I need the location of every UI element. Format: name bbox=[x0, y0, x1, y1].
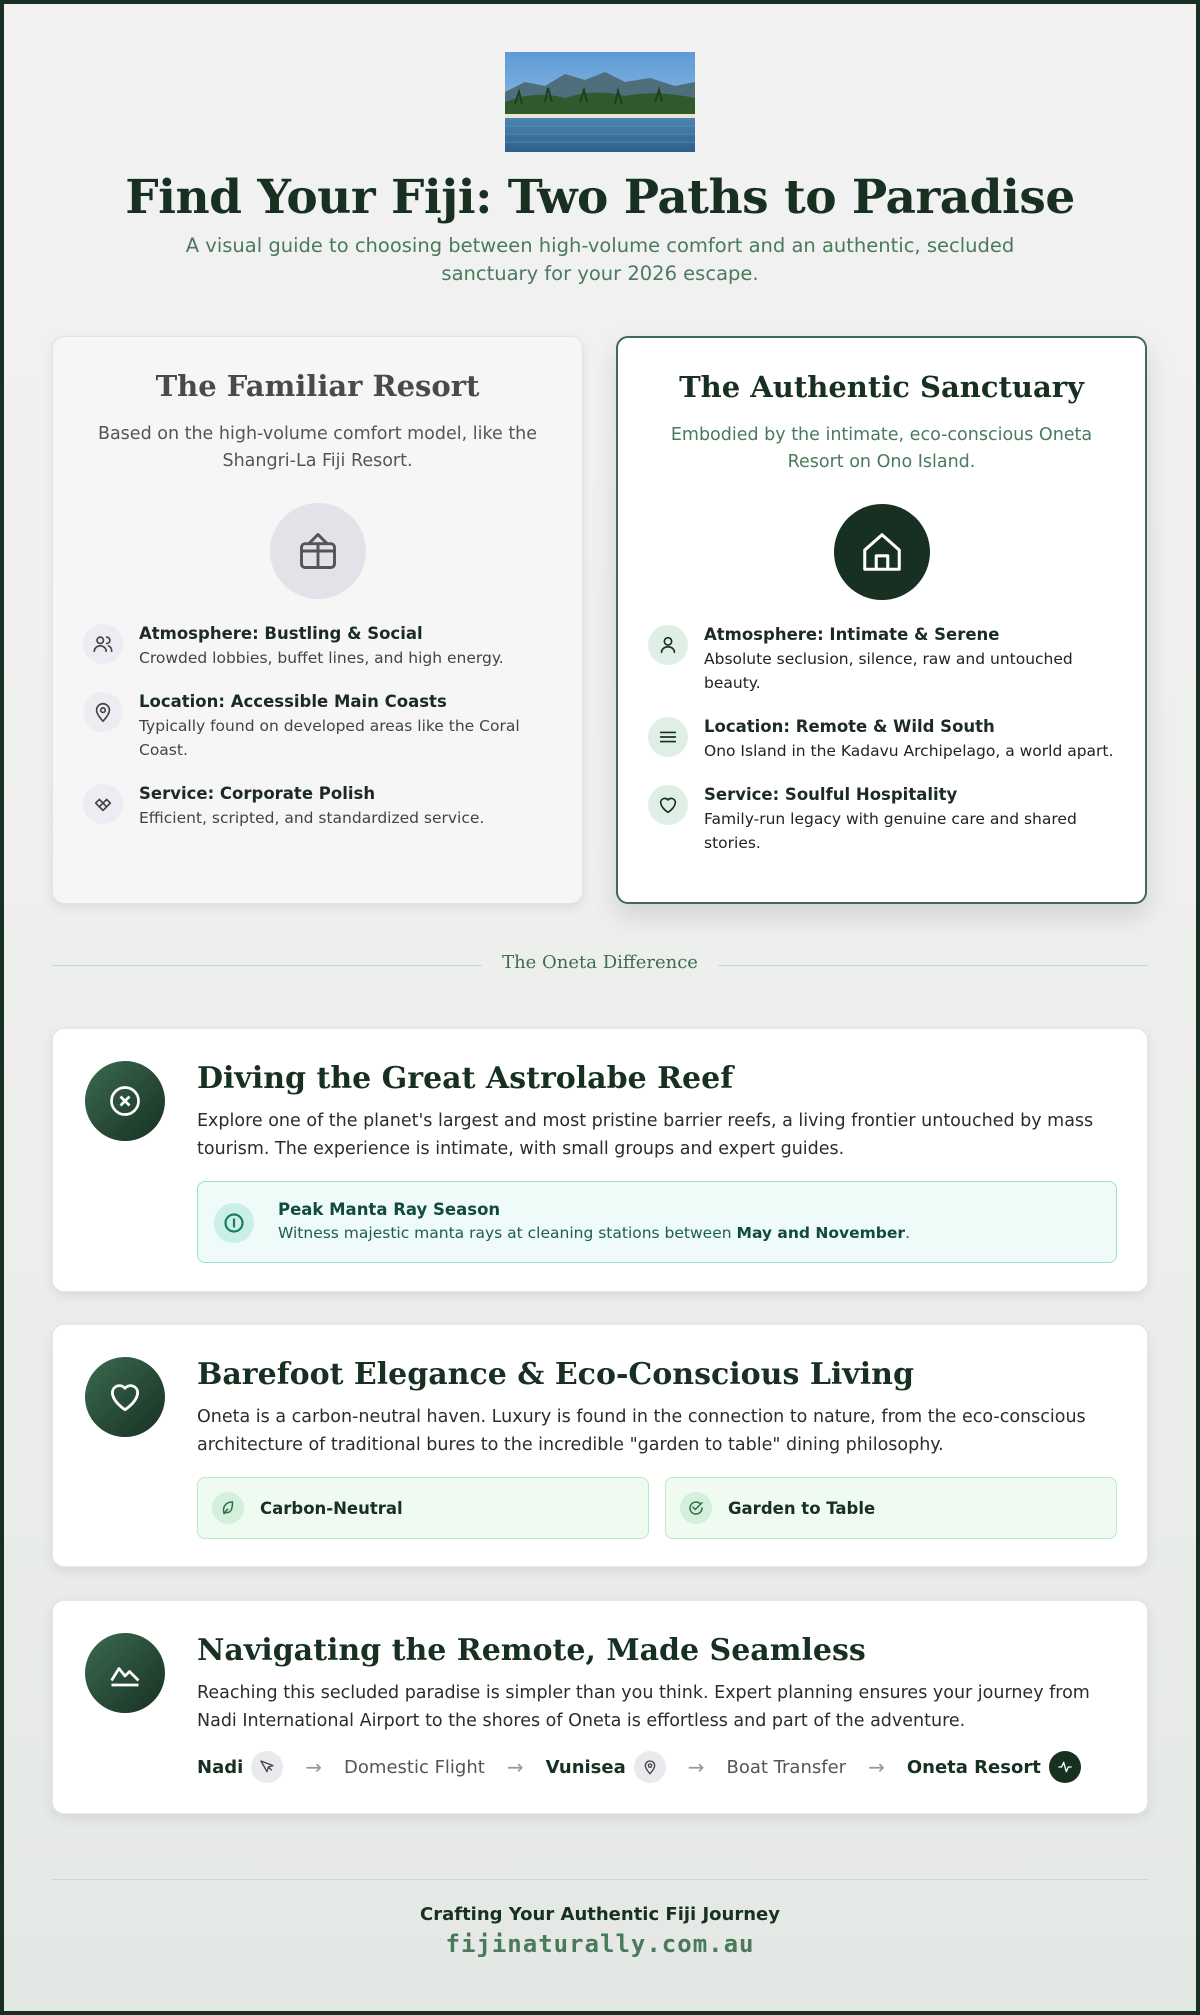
footer-title: Crafting Your Authentic Fiji Journey bbox=[420, 1904, 780, 1925]
callout-body-text: Witness majestic manta rays at cleaning stations between bbox=[278, 1224, 737, 1242]
page-subtitle: A visual guide to choosing between high-volume comfort and an authentic, secluded sanctuary for your 2026 escape. bbox=[185, 234, 1015, 285]
route-arrow: → bbox=[868, 1755, 885, 1779]
feature-item bbox=[83, 782, 553, 830]
eco-tags bbox=[197, 1477, 1117, 1539]
familiar-resort-description: Based on the high-volume comfort model, like the Shangri-La Fiji Resort. bbox=[97, 424, 538, 471]
footer-website-link[interactable]: fijinaturally.com.au bbox=[445, 1930, 755, 1958]
hero-image-island bbox=[505, 52, 695, 152]
eco-section bbox=[52, 1324, 1148, 1567]
feature-body: Crowded lobbies, buffet lines, and high energy. bbox=[139, 649, 504, 667]
feature-body: Family-run legacy with genuine care and shared stories. bbox=[704, 810, 1077, 852]
check-circle-icon bbox=[680, 1492, 712, 1524]
feature-title: Service: Corporate Polish bbox=[139, 784, 376, 803]
eco-title: Barefoot Elegance & Eco-Conscious Living bbox=[197, 1357, 914, 1392]
familiar-feature-list bbox=[83, 622, 553, 850]
route-origin: Nadi bbox=[197, 1756, 244, 1778]
feature-item bbox=[648, 715, 1118, 763]
users-icon bbox=[83, 624, 123, 664]
travel-section bbox=[52, 1600, 1148, 1814]
handshake-icon bbox=[83, 784, 123, 824]
map-pin-icon bbox=[83, 692, 123, 732]
route-leg-flight: Domestic Flight bbox=[344, 1756, 485, 1778]
tag-carbon-neutral bbox=[197, 1477, 649, 1539]
heart-icon bbox=[648, 785, 688, 825]
familiar-resort-card bbox=[52, 336, 583, 904]
diving-body: Explore one of the planet's largest and most pristine barrier reefs, a living frontier untouched by mass tourism. The experience is intimate, with small groups and expert guides. bbox=[197, 1111, 1094, 1159]
callout-body-highlight: May and November bbox=[736, 1224, 906, 1242]
feature-body: Typically found on developed areas like the Coral Coast. bbox=[139, 717, 520, 759]
feature-title: Atmosphere: Bustling & Social bbox=[139, 624, 423, 643]
route-arrow: → bbox=[687, 1755, 705, 1779]
authentic-sanctuary-title: The Authentic Sanctuary bbox=[679, 370, 1084, 404]
route-arrow: → bbox=[305, 1755, 323, 1779]
map-pin-icon bbox=[634, 1751, 666, 1783]
feature-title: Location: Remote & Wild South bbox=[704, 717, 995, 736]
feature-title: Atmosphere: Intimate & Serene bbox=[704, 625, 1000, 644]
package-icon bbox=[270, 503, 366, 599]
footer-divider bbox=[52, 1879, 1148, 1880]
tag-label: Carbon-Neutral bbox=[260, 1498, 403, 1518]
diving-section bbox=[52, 1028, 1148, 1292]
callout-title: Peak Manta Ray Season bbox=[278, 1200, 501, 1219]
feature-body: Absolute seclusion, silence, raw and untouched beauty. bbox=[704, 650, 1073, 692]
tag-garden-to-table bbox=[665, 1477, 1117, 1539]
authentic-sanctuary-card bbox=[616, 336, 1147, 904]
manta-ray-callout bbox=[197, 1181, 1117, 1263]
authentic-feature-list bbox=[648, 623, 1118, 875]
feature-item bbox=[648, 783, 1118, 855]
travel-title: Navigating the Remote, Made Seamless bbox=[197, 1633, 866, 1668]
travel-route bbox=[197, 1751, 1117, 1783]
callout-body-suffix: . bbox=[905, 1224, 910, 1242]
divider-label: The Oneta Difference bbox=[502, 952, 698, 973]
activity-icon bbox=[1049, 1751, 1081, 1783]
authentic-sanctuary-description: Embodied by the intimate, eco-conscious Oneta Resort on Ono Island. bbox=[670, 425, 1093, 472]
diving-title: Diving the Great Astrolabe Reef bbox=[197, 1061, 734, 1096]
section-divider bbox=[52, 952, 1148, 978]
fish-icon bbox=[85, 1061, 165, 1141]
eco-body: Oneta is a carbon-neutral haven. Luxury is found in the connection to nature, from the eco-conscious architecture of traditional bures to the incredible "garden to table" dining philosophy. bbox=[197, 1407, 1086, 1455]
tag-label: Garden to Table bbox=[728, 1498, 876, 1518]
familiar-resort-title: The Familiar Resort bbox=[155, 369, 480, 403]
feature-title: Service: Soulful Hospitality bbox=[704, 785, 958, 804]
travel-body: Reaching this secluded paradise is simpler than you think. Expert planning ensures your journey from Nadi International Airport to the shores of Oneta is effortless and part of the adventure. bbox=[197, 1683, 1090, 1731]
home-icon bbox=[834, 504, 930, 600]
route-destination: Oneta Resort bbox=[906, 1756, 1041, 1778]
feature-item bbox=[83, 690, 553, 762]
feature-item bbox=[648, 623, 1118, 695]
feature-body: Efficient, scripted, and standardized service. bbox=[139, 809, 485, 827]
feature-title: Location: Accessible Main Coasts bbox=[139, 692, 447, 711]
leaf-icon bbox=[212, 1492, 244, 1524]
info-icon bbox=[214, 1203, 254, 1243]
page-title: Find Your Fiji: Two Paths to Paradise bbox=[125, 170, 1075, 225]
feature-item bbox=[83, 622, 553, 670]
menu-icon bbox=[648, 717, 688, 757]
plane-icon bbox=[251, 1751, 283, 1783]
callout-body bbox=[278, 1224, 910, 1242]
mountain-icon bbox=[85, 1633, 165, 1713]
route-arrow: → bbox=[506, 1755, 524, 1779]
feature-body: Ono Island in the Kadavu Archipelago, a world apart. bbox=[704, 742, 1114, 760]
heart-icon bbox=[85, 1357, 165, 1437]
route-leg-boat: Boat Transfer bbox=[726, 1756, 847, 1778]
route-stop: Vunisea bbox=[545, 1756, 626, 1778]
user-icon bbox=[648, 625, 688, 665]
